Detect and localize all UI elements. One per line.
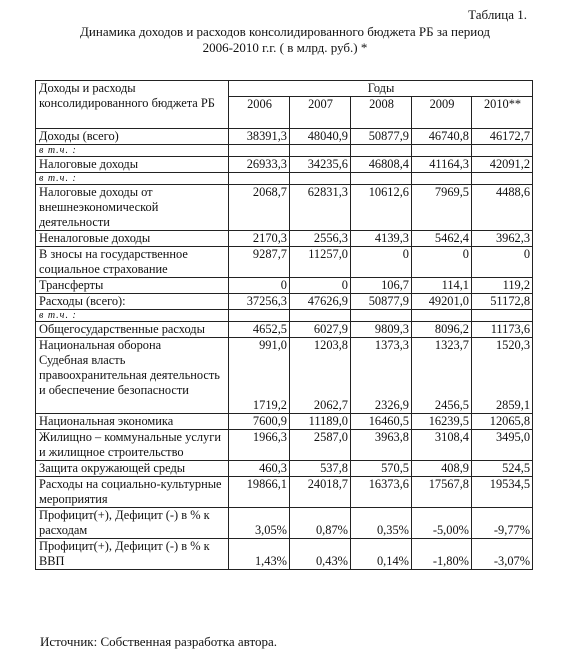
value-cell xyxy=(290,173,351,185)
value-cell: 570,5 xyxy=(351,461,412,477)
value-cell xyxy=(229,338,290,414)
table-row xyxy=(36,247,533,278)
value-cell: 0,14% xyxy=(351,539,412,570)
table-row xyxy=(36,294,533,310)
table-row xyxy=(36,231,533,247)
value-cell: 4488,6 xyxy=(472,185,533,231)
year-header: 2008 xyxy=(351,97,412,129)
row-label: в т.ч. : xyxy=(36,173,229,185)
row-label: Расходы на социально-культурные мероприятия xyxy=(36,477,229,508)
judicial-value: 2326,9 xyxy=(374,398,409,412)
value-cell: 50877,9 xyxy=(351,129,412,145)
subheader-row xyxy=(36,173,533,185)
table-row xyxy=(36,278,533,294)
value-cell: 0,35% xyxy=(351,508,412,539)
judicial-value: 1719,2 xyxy=(252,398,287,412)
value-cell: 0 xyxy=(351,247,412,278)
title-line-2: 2006-2010 г.г. ( в млрд. руб.) * xyxy=(202,40,368,55)
table-caption: Таблица 1. xyxy=(468,7,527,22)
judicial-value: 2456,5 xyxy=(434,398,469,412)
value-cell xyxy=(412,338,472,414)
value-cell: 46808,4 xyxy=(351,157,412,173)
value-cell: 37256,3 xyxy=(229,294,290,310)
value-cell xyxy=(229,145,290,157)
value-cell: 537,8 xyxy=(290,461,351,477)
value-cell: 19866,1 xyxy=(229,477,290,508)
defense-label: Национальная оборона xyxy=(39,338,162,352)
value-cell xyxy=(229,310,290,322)
value-cell xyxy=(290,338,351,414)
value-cell: 11173,6 xyxy=(472,322,533,338)
subheader-row xyxy=(36,145,533,157)
table-row xyxy=(36,430,533,461)
value-cell: 7600,9 xyxy=(229,414,290,430)
value-cell: 41164,3 xyxy=(412,157,472,173)
value-cell: 3963,8 xyxy=(351,430,412,461)
row-label: Профицит(+), Дефицит (-) в % к расходам xyxy=(36,508,229,539)
source-note: Источник: Собственная разработка автора. xyxy=(40,634,277,649)
row-label: Расходы (всего): xyxy=(36,294,229,310)
value-cell: 17567,8 xyxy=(412,477,472,508)
value-cell: 0 xyxy=(229,278,290,294)
value-cell: 46740,8 xyxy=(412,129,472,145)
value-cell: 6027,9 xyxy=(290,322,351,338)
header-row-1 xyxy=(36,81,533,97)
value-cell: 2068,7 xyxy=(229,185,290,231)
value-cell: -3,07% xyxy=(472,539,533,570)
value-cell: 47626,9 xyxy=(290,294,351,310)
value-cell: 2556,3 xyxy=(290,231,351,247)
value-cell: 24018,7 xyxy=(290,477,351,508)
year-header: 2007 xyxy=(290,97,351,129)
row-label xyxy=(36,338,229,414)
value-cell: 408,9 xyxy=(412,461,472,477)
value-cell: 50877,9 xyxy=(351,294,412,310)
value-cell: 4139,3 xyxy=(351,231,412,247)
value-cell: 8096,2 xyxy=(412,322,472,338)
value-cell: 16373,6 xyxy=(351,477,412,508)
value-cell: 48040,9 xyxy=(290,129,351,145)
row-label: Доходы (всего) xyxy=(36,129,229,145)
row-label-header: Доходы и расходы консолидированного бюджета РБ xyxy=(36,81,229,129)
table-row xyxy=(36,185,533,231)
row-label: Защита окружающей среды xyxy=(36,461,229,477)
value-cell: 2170,3 xyxy=(229,231,290,247)
value-cell xyxy=(472,173,533,185)
value-cell xyxy=(412,145,472,157)
value-cell xyxy=(412,310,472,322)
value-cell: 26933,3 xyxy=(229,157,290,173)
value-cell: 11189,0 xyxy=(290,414,351,430)
value-cell: -5,00% xyxy=(412,508,472,539)
judicial-value: 2859,1 xyxy=(495,398,531,412)
value-cell: 3,05% xyxy=(229,508,290,539)
table-row xyxy=(36,539,533,570)
value-cell xyxy=(472,338,533,414)
table-title xyxy=(30,24,540,56)
row-label: Налоговые доходы от внешнеэкономической деятельности xyxy=(36,185,229,231)
value-cell: 16460,5 xyxy=(351,414,412,430)
table-row xyxy=(36,508,533,539)
value-cell: 119,2 xyxy=(472,278,533,294)
value-cell: 51172,8 xyxy=(472,294,533,310)
row-label: Неналоговые доходы xyxy=(36,231,229,247)
row-label: Национальная экономика xyxy=(36,414,229,430)
value-cell: 49201,0 xyxy=(412,294,472,310)
table-row xyxy=(36,477,533,508)
value-cell: 38391,3 xyxy=(229,129,290,145)
year-header: 2009 xyxy=(412,97,472,129)
value-cell: 10612,6 xyxy=(351,185,412,231)
row-label: Трансферты xyxy=(36,278,229,294)
judicial-label: Судебная власть правоохранительная деятельность и обеспечение безопасности xyxy=(39,353,220,397)
defense-value: 1373,3 xyxy=(374,338,409,352)
year-header: 2006 xyxy=(229,97,290,129)
table-row xyxy=(36,461,533,477)
value-cell xyxy=(290,145,351,157)
years-header: Годы xyxy=(229,81,533,97)
value-cell: 46172,7 xyxy=(472,129,533,145)
value-cell: 3495,0 xyxy=(472,430,533,461)
value-cell xyxy=(229,173,290,185)
table-row xyxy=(36,414,533,430)
value-cell: 11257,0 xyxy=(290,247,351,278)
value-cell xyxy=(351,310,412,322)
value-cell: 524,5 xyxy=(472,461,533,477)
row-label: В зносы на государственное социальное страхование xyxy=(36,247,229,278)
value-cell: 0,87% xyxy=(290,508,351,539)
value-cell xyxy=(472,310,533,322)
value-cell: 0 xyxy=(290,278,351,294)
value-cell: -1,80% xyxy=(412,539,472,570)
year-header: 2010** xyxy=(472,97,533,129)
value-cell: 3108,4 xyxy=(412,430,472,461)
value-cell: 3962,3 xyxy=(472,231,533,247)
value-cell: 0,43% xyxy=(290,539,351,570)
value-cell xyxy=(351,338,412,414)
value-cell: 1,43% xyxy=(229,539,290,570)
value-cell xyxy=(351,173,412,185)
row-label: в т.ч. : xyxy=(36,145,229,157)
value-cell: 4652,5 xyxy=(229,322,290,338)
table-row xyxy=(36,322,533,338)
value-cell: 9287,7 xyxy=(229,247,290,278)
defense-value: 1203,8 xyxy=(313,338,348,352)
row-label: Общегосударственные расходы xyxy=(36,322,229,338)
value-cell: 42091,2 xyxy=(472,157,533,173)
row-label: Жилищно – коммунальные услуги и жилищное строительство xyxy=(36,430,229,461)
judicial-value: 2062,7 xyxy=(313,398,348,412)
row-label: Налоговые доходы xyxy=(36,157,229,173)
value-cell: 62831,3 xyxy=(290,185,351,231)
value-cell: 12065,8 xyxy=(472,414,533,430)
value-cell: 114,1 xyxy=(412,278,472,294)
row-label: в т.ч. : xyxy=(36,310,229,322)
subheader-row xyxy=(36,310,533,322)
value-cell: 34235,6 xyxy=(290,157,351,173)
value-cell: 9809,3 xyxy=(351,322,412,338)
value-cell: 0 xyxy=(412,247,472,278)
value-cell: -9,77% xyxy=(472,508,533,539)
value-cell: 460,3 xyxy=(229,461,290,477)
title-line-1: Динамика доходов и расходов консолидированного бюджета РБ за период xyxy=(80,24,490,39)
value-cell xyxy=(290,310,351,322)
defense-value: 991,0 xyxy=(259,338,287,352)
value-cell: 1966,3 xyxy=(229,430,290,461)
value-cell: 2587,0 xyxy=(290,430,351,461)
value-cell xyxy=(472,145,533,157)
row-label: Профицит(+), Дефицит (-) в % к ВВП xyxy=(36,539,229,570)
value-cell: 5462,4 xyxy=(412,231,472,247)
table-row xyxy=(36,157,533,173)
value-cell xyxy=(412,173,472,185)
defense-value: 1323,7 xyxy=(434,338,469,352)
value-cell xyxy=(351,145,412,157)
table-row-defense-judicial xyxy=(36,338,533,414)
value-cell: 16239,5 xyxy=(412,414,472,430)
defense-value: 1520,3 xyxy=(495,338,531,352)
value-cell: 19534,5 xyxy=(472,477,533,508)
value-cell: 106,7 xyxy=(351,278,412,294)
value-cell: 0 xyxy=(472,247,533,278)
budget-table xyxy=(35,80,533,570)
table-row xyxy=(36,129,533,145)
value-cell: 7969,5 xyxy=(412,185,472,231)
